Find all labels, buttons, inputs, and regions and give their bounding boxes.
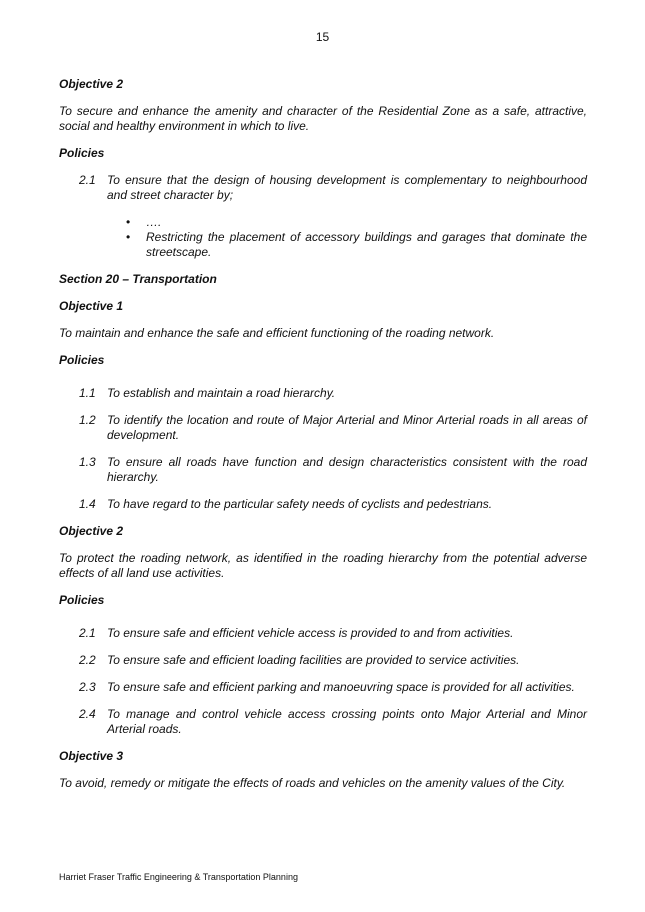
document-body bbox=[59, 77, 587, 803]
objective-heading: Objective 2 bbox=[59, 524, 124, 538]
policy-text: To manage and control vehicle access crossing points onto Major Arterial and Minor Arterial roads. bbox=[107, 707, 587, 736]
bullet-item bbox=[126, 215, 587, 230]
policies-heading: Policies bbox=[59, 146, 105, 160]
objective-text: To maintain and enhance the safe and efficient functioning of the roading network. bbox=[59, 326, 495, 340]
policy-number: 1.3 bbox=[79, 455, 96, 469]
policy-number: 1.4 bbox=[79, 497, 96, 511]
policy-number: 2.2 bbox=[79, 653, 96, 667]
policy-number: 1.2 bbox=[79, 413, 96, 427]
objective-heading: Objective 3 bbox=[59, 749, 124, 763]
policy-item bbox=[79, 707, 587, 737]
policy-item bbox=[79, 653, 587, 668]
bullet-icon: • bbox=[126, 215, 131, 229]
bullet-list bbox=[126, 215, 587, 260]
policy-text: To ensure safe and efficient parking and manoeuvring space is provided for all activities. bbox=[107, 680, 575, 694]
policy-text: To establish and maintain a road hierarchy. bbox=[107, 386, 336, 400]
page-footer: Harriet Fraser Traffic Engineering & Transportation Planning bbox=[59, 872, 298, 882]
policy-item bbox=[79, 455, 587, 485]
policy-number: 2.4 bbox=[79, 707, 96, 721]
bullet-icon: • bbox=[126, 230, 131, 244]
section-title: Section 20 – Transportation bbox=[59, 272, 217, 286]
policy-item bbox=[79, 680, 587, 695]
policy-number: 2.1 bbox=[79, 626, 96, 640]
policy-item bbox=[79, 497, 587, 512]
policy-number: 2.3 bbox=[79, 680, 96, 694]
policy-number: 2.1 bbox=[79, 173, 96, 187]
page-number: 15 bbox=[315, 30, 330, 44]
policy-text: To identify the location and route of Major Arterial and Minor Arterial roads in all areas of development. bbox=[107, 413, 587, 442]
objective-text: To avoid, remedy or mitigate the effects of roads and vehicles on the amenity values of the City. bbox=[59, 776, 566, 790]
policy-text: To ensure safe and efficient loading facilities are provided to service activities. bbox=[107, 653, 520, 667]
policy-text: To ensure all roads have function and design characteristics consistent with the road hierarchy. bbox=[107, 455, 587, 484]
policy-number: 1.1 bbox=[79, 386, 96, 400]
policy-text: To ensure that the design of housing development is complementary to neighbourhood and street character by; bbox=[107, 173, 587, 202]
bullet-item bbox=[126, 230, 587, 260]
objective-text: To protect the roading network, as identified in the roading hierarchy from the potential adverse effects of all land use activities. bbox=[59, 551, 587, 580]
policy-text: To ensure safe and efficient vehicle access is provided to and from activities. bbox=[107, 626, 514, 640]
policy-item bbox=[79, 413, 587, 443]
policies-heading: Policies bbox=[59, 353, 105, 367]
bullet-text: Restricting the placement of accessory buildings and garages that dominate the streetscape. bbox=[146, 230, 587, 259]
policy-item bbox=[79, 173, 587, 203]
objective-heading: Objective 2 bbox=[59, 77, 124, 91]
policy-text: To have regard to the particular safety needs of cyclists and pedestrians. bbox=[107, 497, 493, 511]
objective-heading: Objective 1 bbox=[59, 299, 124, 313]
bullet-text: …. bbox=[146, 215, 162, 229]
objective-text: To secure and enhance the amenity and character of the Residential Zone as a safe, attractive, social and healthy environment in which to live. bbox=[59, 104, 587, 133]
policy-item bbox=[79, 386, 587, 401]
policies-heading: Policies bbox=[59, 593, 105, 607]
policy-item bbox=[79, 626, 587, 641]
